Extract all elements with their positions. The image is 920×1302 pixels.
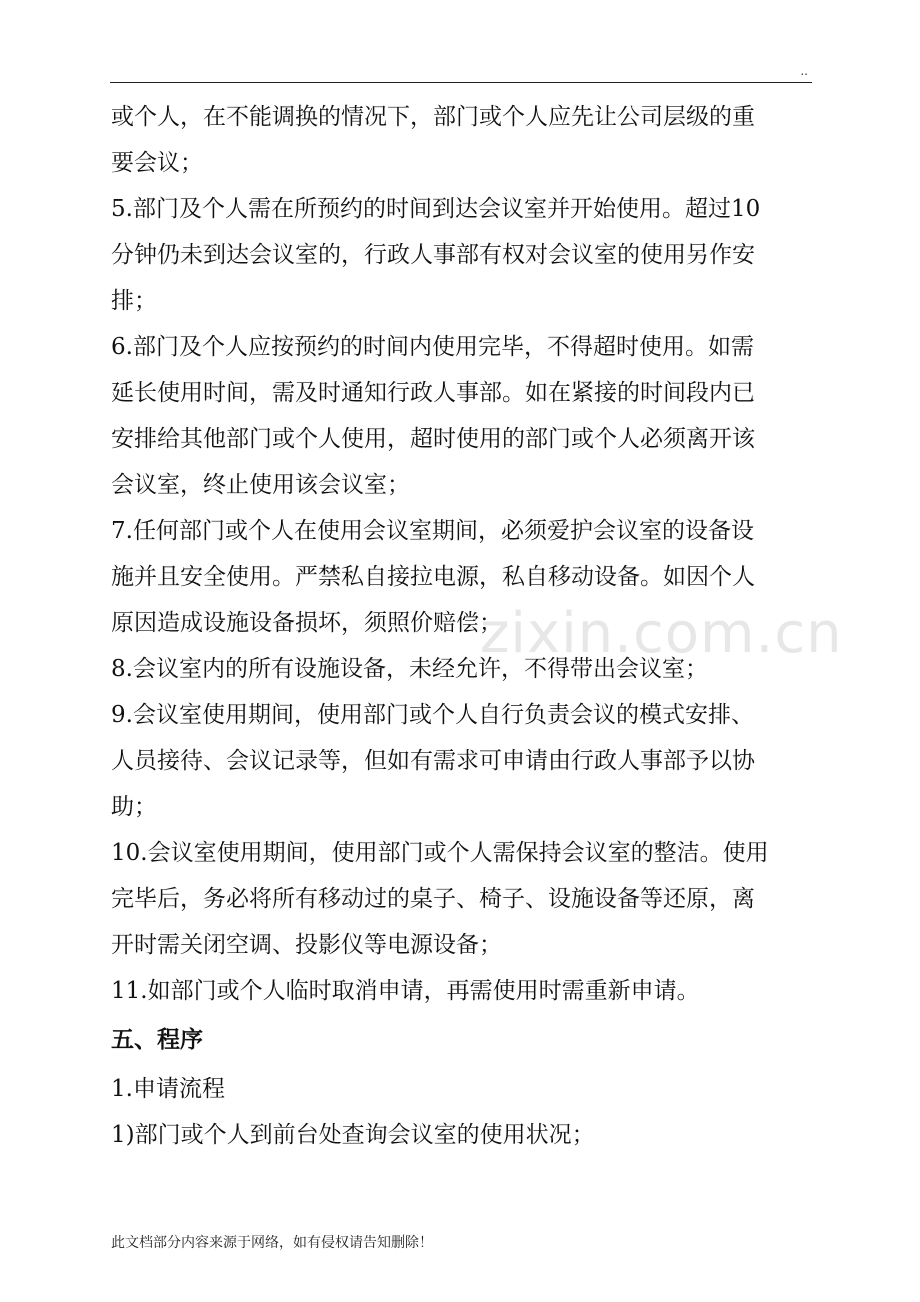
text-line: 助；: [111, 794, 157, 820]
text-line: 安排给其他部门或个人使用，超时使用的部门或个人必须离开该: [111, 426, 755, 452]
document-body: [111, 94, 813, 1158]
header-mark: ..: [800, 64, 808, 78]
text-line: 完毕后，务必将所有移动过的桌子、椅子、设施设备等还原，离: [111, 886, 755, 912]
text-line: 11.如部门或个人临时取消申请，再需使用时需重新申请。: [111, 978, 700, 1004]
text-line: 1)部门或个人到前台处查询会议室的使用状况；: [111, 1122, 595, 1148]
text-line: 7.任何部门或个人在使用会议室期间，必须爱护会议室的设备设: [111, 518, 754, 544]
text-line: 人员接待、会议记录等，但如有需求可申请由行政人事部予以协: [111, 748, 755, 774]
text-line: 8.会议室内的所有设施设备，未经允许，不得带出会议室；: [111, 656, 708, 682]
text-line: 开时需关闭空调、投影仪等电源设备；: [111, 932, 502, 958]
section-heading: 五、程序: [111, 1027, 203, 1053]
text-line: 9.会议室使用期间，使用部门或个人自行负责会议的模式安排、: [111, 702, 754, 728]
text-line: 会议室，终止使用该会议室；: [111, 472, 410, 498]
footer-note: 此文档部分内容来源于网络，如有侵权请告知删除！: [111, 1235, 433, 1251]
text-line: 10.会议室使用期间，使用部门或个人需保持会议室的整洁。使用: [111, 840, 769, 866]
watermark: zixin.com.cn: [480, 601, 843, 666]
text-line: 延长使用时间，需及时通知行政人事部。如在紧接的时间段内已: [111, 380, 755, 406]
text-line: 要会议；: [111, 150, 203, 176]
text-line: 施并且安全使用。严禁私自接拉电源，私自移动设备。如因个人: [111, 564, 755, 590]
text-line: 1.申请流程: [111, 1076, 225, 1102]
text-line: 5.部门及个人需在所预约的时间到达会议室并开始使用。超过10: [111, 196, 761, 222]
text-line: 原因造成设施设备损坏，须照价赔偿；: [111, 610, 502, 636]
text-line: 6.部门及个人应按预约的时间内使用完毕，不得超时使用。如需: [111, 334, 754, 360]
text-line: 排；: [111, 288, 157, 314]
text-line: 分钟仍未到达会议室的，行政人事部有权对会议室的使用另作安: [111, 242, 755, 268]
text-line: 或个人，在不能调换的情况下，部门或个人应先让公司层级的重: [111, 104, 755, 130]
header-rule: [110, 82, 812, 83]
